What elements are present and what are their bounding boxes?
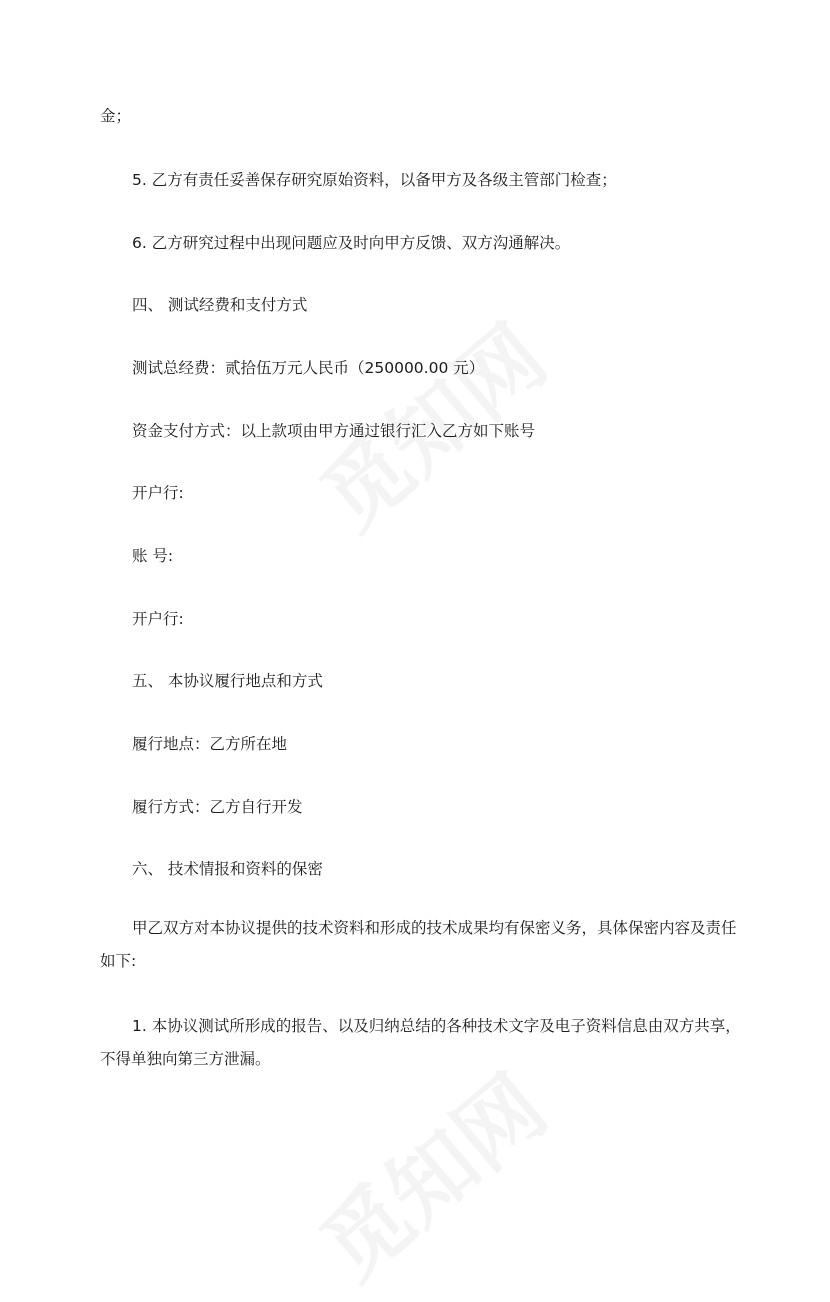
confidentiality-clause-1: 1. 本协议测试所形成的报告、以及归纳总结的各种技术文字及电子资料信息由双方共享，不得单独向第三方泄漏。 bbox=[100, 1017, 741, 1068]
clause-5: 5. 乙方有责任妥善保存研究原始资料，以备甲方及各级主管部门检查； bbox=[132, 171, 617, 189]
section-heading-6: 六、 技术情报和资料的保密 bbox=[132, 860, 323, 878]
payment-method: 资金支付方式：以上款项由甲方通过银行汇入乙方如下账号 bbox=[132, 422, 536, 440]
total-fee: 测试总经费：贰拾伍万元人民币（250000.00 元） bbox=[132, 359, 485, 377]
section-heading-4: 四、 测试经费和支付方式 bbox=[132, 296, 308, 314]
performance-method: 履行方式：乙方自行开发 bbox=[132, 798, 303, 816]
bank-label-1: 开户行: bbox=[132, 484, 184, 502]
clause-6: 6. 乙方研究过程中出现问题应及时向甲方反馈、双方沟通解决。 bbox=[132, 234, 571, 252]
account-label: 账 号: bbox=[132, 547, 174, 565]
performance-location: 履行地点：乙方所在地 bbox=[132, 735, 288, 753]
text-line-continuation: 金； bbox=[100, 107, 132, 125]
section-heading-5: 五、 本协议履行地点和方式 bbox=[132, 672, 323, 690]
bank-label-2: 开户行: bbox=[132, 610, 184, 628]
confidentiality-paragraph: 甲乙双方对本协议提供的技术资料和形成的技术成果均有保密义务，具体保密内容及责任如下: bbox=[100, 919, 737, 970]
watermark-bottom bbox=[290, 1042, 567, 1302]
